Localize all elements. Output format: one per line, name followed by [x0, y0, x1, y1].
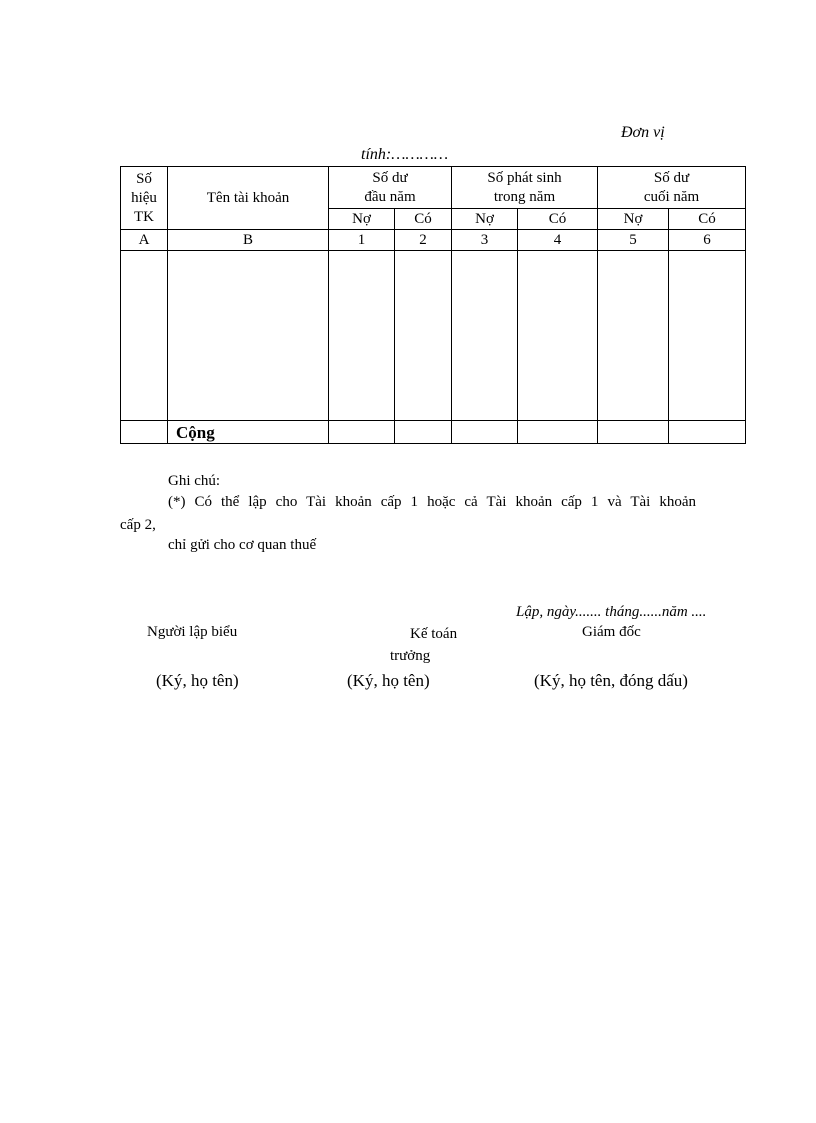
- table-cell: [598, 421, 669, 444]
- table-cell: [121, 251, 168, 421]
- column-index-row: [121, 230, 746, 251]
- header-account-no: Số hiệu TK: [121, 167, 168, 230]
- total-row: [121, 421, 746, 444]
- subheader-debit: Nợ: [329, 209, 395, 230]
- chief-accountant-title-line1: Kế toán: [410, 626, 458, 642]
- table-cell: [121, 421, 168, 444]
- table-cell: [669, 421, 746, 444]
- director-sign-hint: (Ký, họ tên, đóng dấu): [534, 671, 688, 690]
- notes-title: Ghi chú:: [168, 473, 221, 489]
- table-cell: [598, 251, 669, 421]
- header-opening-balance: Số dư đầu năm: [329, 167, 452, 209]
- unit-label: Đơn vị: [621, 124, 665, 141]
- date-line: Lập, ngày....... tháng......năm ....: [516, 604, 707, 620]
- subheader-debit: Nợ: [598, 209, 669, 230]
- director-title: Giám đốc: [582, 624, 641, 640]
- table-cell: [329, 251, 395, 421]
- subheader-credit: Có: [669, 209, 746, 230]
- table-cell: [452, 251, 518, 421]
- chief-accountant-title-line2: trưởng: [390, 648, 431, 664]
- table-cell: [518, 421, 598, 444]
- column-index: A: [121, 230, 168, 251]
- preparer-sign-hint: (Ký, họ tên): [156, 671, 239, 690]
- column-index: 3: [452, 230, 518, 251]
- table-cell: [669, 251, 746, 421]
- column-index: 2: [395, 230, 452, 251]
- preparer-title: Người lập biểu: [147, 624, 238, 640]
- column-index: 4: [518, 230, 598, 251]
- table-cell: [518, 251, 598, 421]
- data-entry-area: [121, 251, 746, 421]
- notes-line-3: chỉ gửi cho cơ quan thuế: [168, 537, 317, 553]
- header-row: [121, 167, 746, 209]
- header-account-name: Tên tài khoản: [168, 167, 329, 230]
- header-period-movement: Số phát sinh trong năm: [452, 167, 598, 209]
- table-cell: [395, 251, 452, 421]
- column-index: B: [168, 230, 329, 251]
- chief-accountant-sign-hint: (Ký, họ tên): [347, 671, 430, 690]
- table-cell: [168, 251, 329, 421]
- trial-balance-table: [120, 166, 746, 444]
- header-closing-balance: Số dư cuối năm: [598, 167, 746, 209]
- subheader-debit: Nợ: [452, 209, 518, 230]
- notes-line-2: cấp 2,: [120, 517, 156, 533]
- table-cell: [452, 421, 518, 444]
- subheader-credit: Có: [395, 209, 452, 230]
- column-index: 5: [598, 230, 669, 251]
- column-index: 1: [329, 230, 395, 251]
- column-index: 6: [669, 230, 746, 251]
- unit-label-continued: tính:…………: [361, 146, 449, 163]
- subheader-credit: Có: [518, 209, 598, 230]
- table-cell: [329, 421, 395, 444]
- total-label: Cộng: [168, 421, 329, 444]
- notes-line-1: (*) Có thể lập cho Tài khoản cấp 1 hoặc cả Tài khoản cấp 1 và Tài khoản: [168, 494, 696, 510]
- table-cell: [395, 421, 452, 444]
